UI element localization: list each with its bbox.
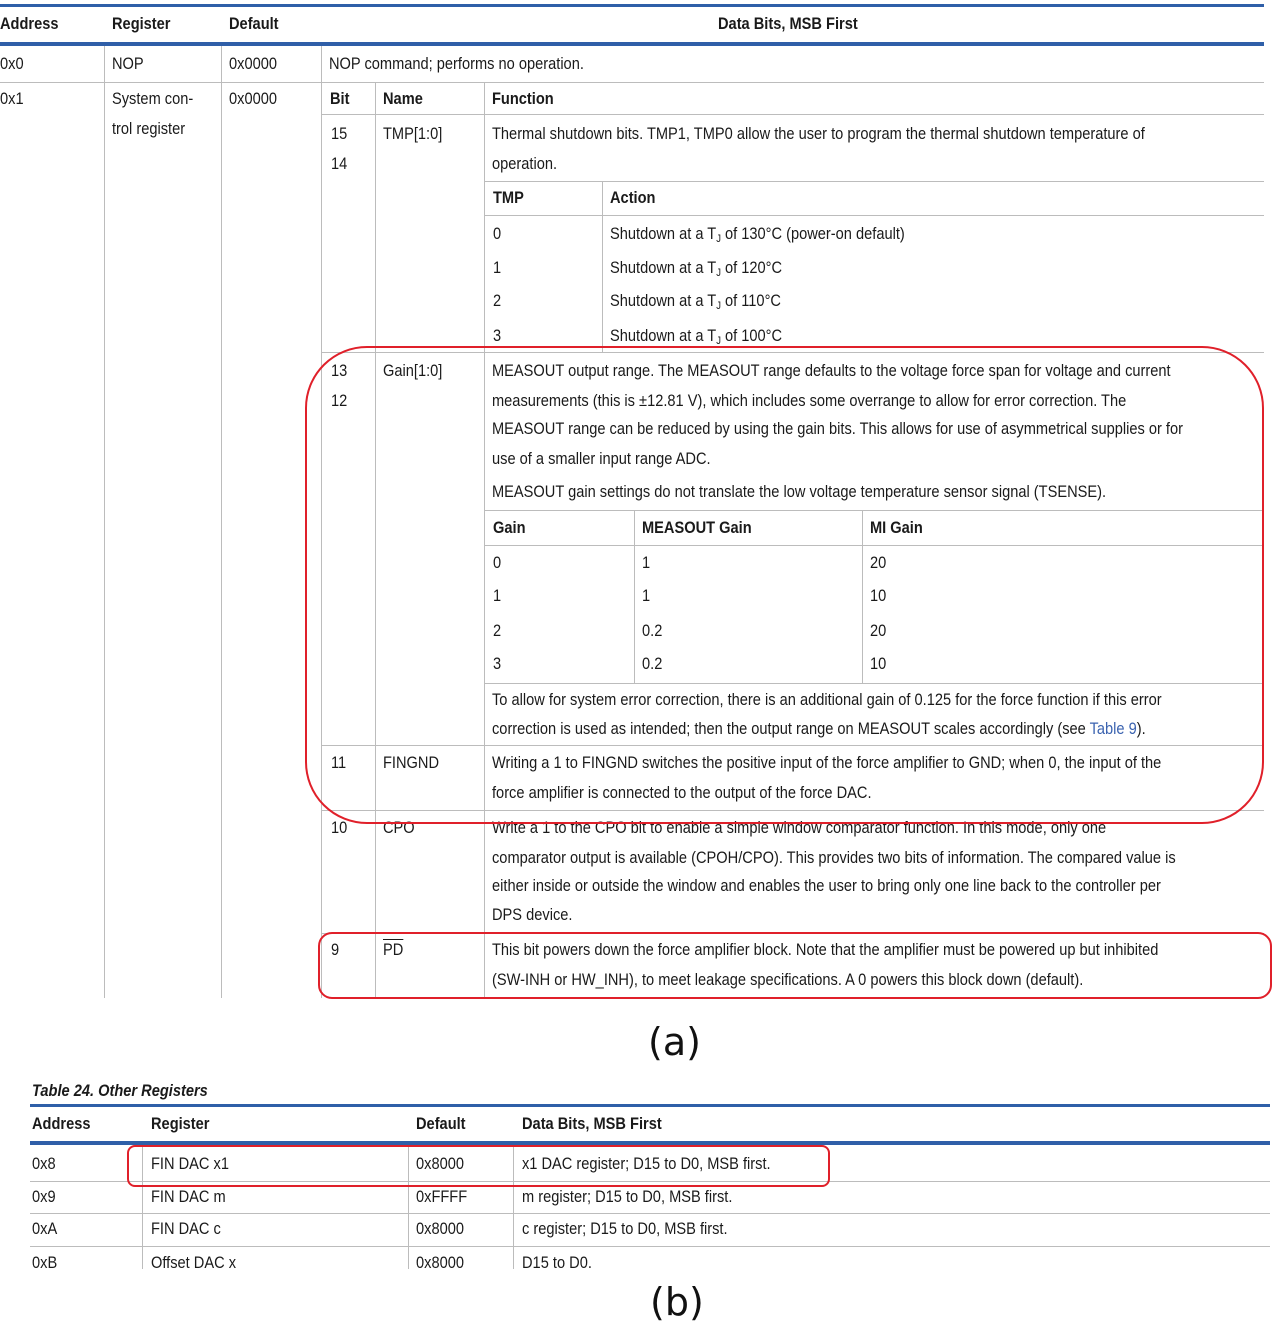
register-cell: FIN DAC x1	[151, 1154, 229, 1173]
data-bits-cell: c register; D15 to D0, MSB first.	[522, 1219, 728, 1238]
cpo-description-line2: comparator output is available (CPOH/CPO). This provides two bits of information. The compared value is	[492, 848, 1176, 867]
tmp-value: 1	[493, 258, 502, 277]
cpo-name: CPO	[383, 818, 415, 837]
divider	[484, 181, 1264, 182]
subheader-name: Name	[383, 89, 423, 108]
tmp-description-line2: operation.	[492, 154, 558, 173]
subheader-function: Function	[492, 89, 554, 108]
address-cell: 0x8	[32, 1154, 56, 1173]
measout-gain-col-header: MEASOUT Gain	[642, 518, 752, 537]
divider	[484, 215, 1264, 216]
address-cell: 0xA	[32, 1219, 58, 1238]
divider	[321, 114, 1264, 115]
tmp-value: 0	[493, 224, 502, 243]
gain-note-line2: correction is used as intended; then the output range on MEASOUT scales accordingly (see Table 9).	[492, 719, 1146, 738]
mi-gain-value: 20	[870, 553, 887, 572]
data-bits-cell: D15 to D0.	[522, 1253, 592, 1269]
header-address: Address	[0, 14, 59, 33]
subheader-bit: Bit	[330, 89, 350, 108]
header-data-bits: Data Bits, MSB First	[718, 14, 858, 33]
default-cell: 0x8000	[416, 1253, 464, 1269]
pd-description-line2: (SW-INH or HW_INH), to meet leakage specifications. A 0 powers this block down (default).	[492, 970, 1084, 989]
address-cell: 0xB	[32, 1253, 58, 1269]
default-cell: 0x8000	[416, 1154, 464, 1173]
measout-gain-value: 0.2	[642, 654, 663, 673]
tmp-bit-14: 14	[331, 154, 348, 173]
table-row	[0, 1250, 1280, 1269]
gain-value: 3	[493, 654, 502, 673]
fingnd-bit: 11	[331, 753, 347, 772]
tmp-bit-15: 15	[331, 124, 348, 143]
table-a-header-rule	[0, 42, 1264, 46]
register-cell: Offset DAC x	[151, 1253, 237, 1269]
measout-gain-value: 0.2	[642, 621, 663, 640]
column-divider	[221, 46, 222, 998]
register-cell: FIN DAC c	[151, 1219, 221, 1238]
highlight-gain-fingnd	[305, 346, 1264, 824]
highlight-fin-dac-x1	[127, 1145, 830, 1187]
gain-description-line1: MEASOUT output range. The MEASOUT range defaults to the voltage force span for voltage and current	[492, 361, 1171, 380]
nop-default: 0x0000	[229, 54, 277, 73]
gain-note-line1: To allow for system error correction, there is an additional gain of 0.125 for the force function if this error	[492, 690, 1162, 709]
mi-gain-value: 20	[870, 621, 887, 640]
sys-address: 0x1	[0, 89, 24, 108]
pd-name: $\overline{PD}$	[383, 940, 404, 959]
tmp-description-line1: Thermal shutdown bits. TMP1, TMP0 allow the user to program the thermal shutdown temperature of	[492, 124, 1145, 143]
table-b-title: Table 24. Other Registers	[32, 1081, 208, 1100]
mi-gain-value: 10	[870, 654, 887, 673]
fingnd-description-line1: Writing a 1 to FINGND switches the positive input of the force amplifier to GND; when 0, the input of the	[492, 753, 1162, 772]
gain-description-line5: MEASOUT gain settings do not translate the low voltage temperature sensor signal (TSENSE).	[492, 482, 1107, 501]
header-register: Register	[112, 14, 171, 33]
nop-description: NOP command; performs no operation.	[329, 54, 584, 73]
sys-default: 0x0000	[229, 89, 277, 108]
cpo-description-line4: DPS device.	[492, 905, 573, 924]
tmp-value: 2	[493, 291, 502, 310]
highlight-pd	[318, 932, 1272, 999]
measout-gain-value: 1	[642, 553, 651, 572]
gain-value: 1	[493, 586, 502, 605]
tmp-action: Shutdown at a $T_J$ of 110°C	[610, 291, 781, 312]
sys-register-line2: trol register	[112, 119, 186, 138]
gain-description-line2: measurements (this is ±12.81 V), which includes some overrange to allow for error correction. The	[492, 391, 1127, 410]
nop-register: NOP	[112, 54, 144, 73]
column-divider	[602, 181, 603, 352]
divider	[30, 1213, 1270, 1214]
mi-gain-col-header: MI Gain	[870, 518, 923, 537]
data-bits-cell: x1 DAC register; D15 to D0, MSB first.	[522, 1154, 771, 1173]
tmp-value: 3	[493, 326, 502, 345]
address-cell: 0x9	[32, 1187, 56, 1206]
cpo-description-line1: Write a 1 to the CPO bit to enable a simple window comparator function. In this mode, only one	[492, 818, 1107, 837]
header-default: Default	[229, 14, 279, 33]
gain-value: 2	[493, 621, 502, 640]
tmp-col-header: TMP	[493, 188, 524, 207]
action-col-header: Action	[610, 188, 656, 207]
header-default: Default	[416, 1114, 466, 1133]
divider	[30, 1246, 1270, 1247]
default-cell: 0x8000	[416, 1219, 464, 1238]
default-cell: 0xFFFF	[416, 1187, 468, 1206]
table-a-top-rule	[0, 4, 1264, 7]
table-b-top-rule	[30, 1104, 1270, 1107]
fingnd-name: FINGND	[383, 753, 440, 772]
nop-address: 0x0	[0, 54, 24, 73]
cpo-bit: 10	[331, 818, 348, 837]
tmp-name: TMP[1:0]	[383, 124, 443, 143]
gain-bit-12: 12	[331, 391, 348, 410]
header-register: Register	[151, 1114, 210, 1133]
fingnd-description-line2: force amplifier is connected to the output of the force DAC.	[492, 783, 872, 802]
column-divider	[104, 46, 105, 998]
gain-bit-13: 13	[331, 361, 348, 380]
divider	[0, 82, 1264, 83]
register-cell: FIN DAC m	[151, 1187, 226, 1206]
pd-bit: 9	[331, 940, 340, 959]
tmp-action: Shutdown at a $T_J$ of 100°C	[610, 326, 783, 347]
measout-gain-value: 1	[642, 586, 651, 605]
gain-col-header: Gain	[493, 518, 526, 537]
table-9-link[interactable]: Table 9	[1089, 719, 1137, 738]
gain-description-line3: MEASOUT range can be reduced by using the gain bits. This allows for use of asymmetrical supplies or for	[492, 419, 1183, 438]
gain-description-line4: use of a smaller input range ADC.	[492, 449, 711, 468]
header-address: Address	[32, 1114, 91, 1133]
cpo-description-line3: either inside or outside the window and enables the user to bring only one line back to the controller per	[492, 876, 1161, 895]
gain-name: Gain[1:0]	[383, 361, 443, 380]
tmp-action: Shutdown at a $T_J$ of 130°C (power-on default)	[610, 224, 905, 245]
caption-b: (b)	[650, 1280, 704, 1324]
caption-a: (a)	[648, 1020, 701, 1064]
pd-description-line1: This bit powers down the force amplifier block. Note that the amplifier must be powered up but inhibited	[492, 940, 1159, 959]
mi-gain-value: 10	[870, 586, 887, 605]
data-bits-cell: m register; D15 to D0, MSB first.	[522, 1187, 733, 1206]
gain-value: 0	[493, 553, 502, 572]
sys-register-line1: System con-	[112, 89, 194, 108]
tmp-action: Shutdown at a $T_J$ of 120°C	[610, 258, 783, 279]
header-data-bits: Data Bits, MSB First	[522, 1114, 662, 1133]
